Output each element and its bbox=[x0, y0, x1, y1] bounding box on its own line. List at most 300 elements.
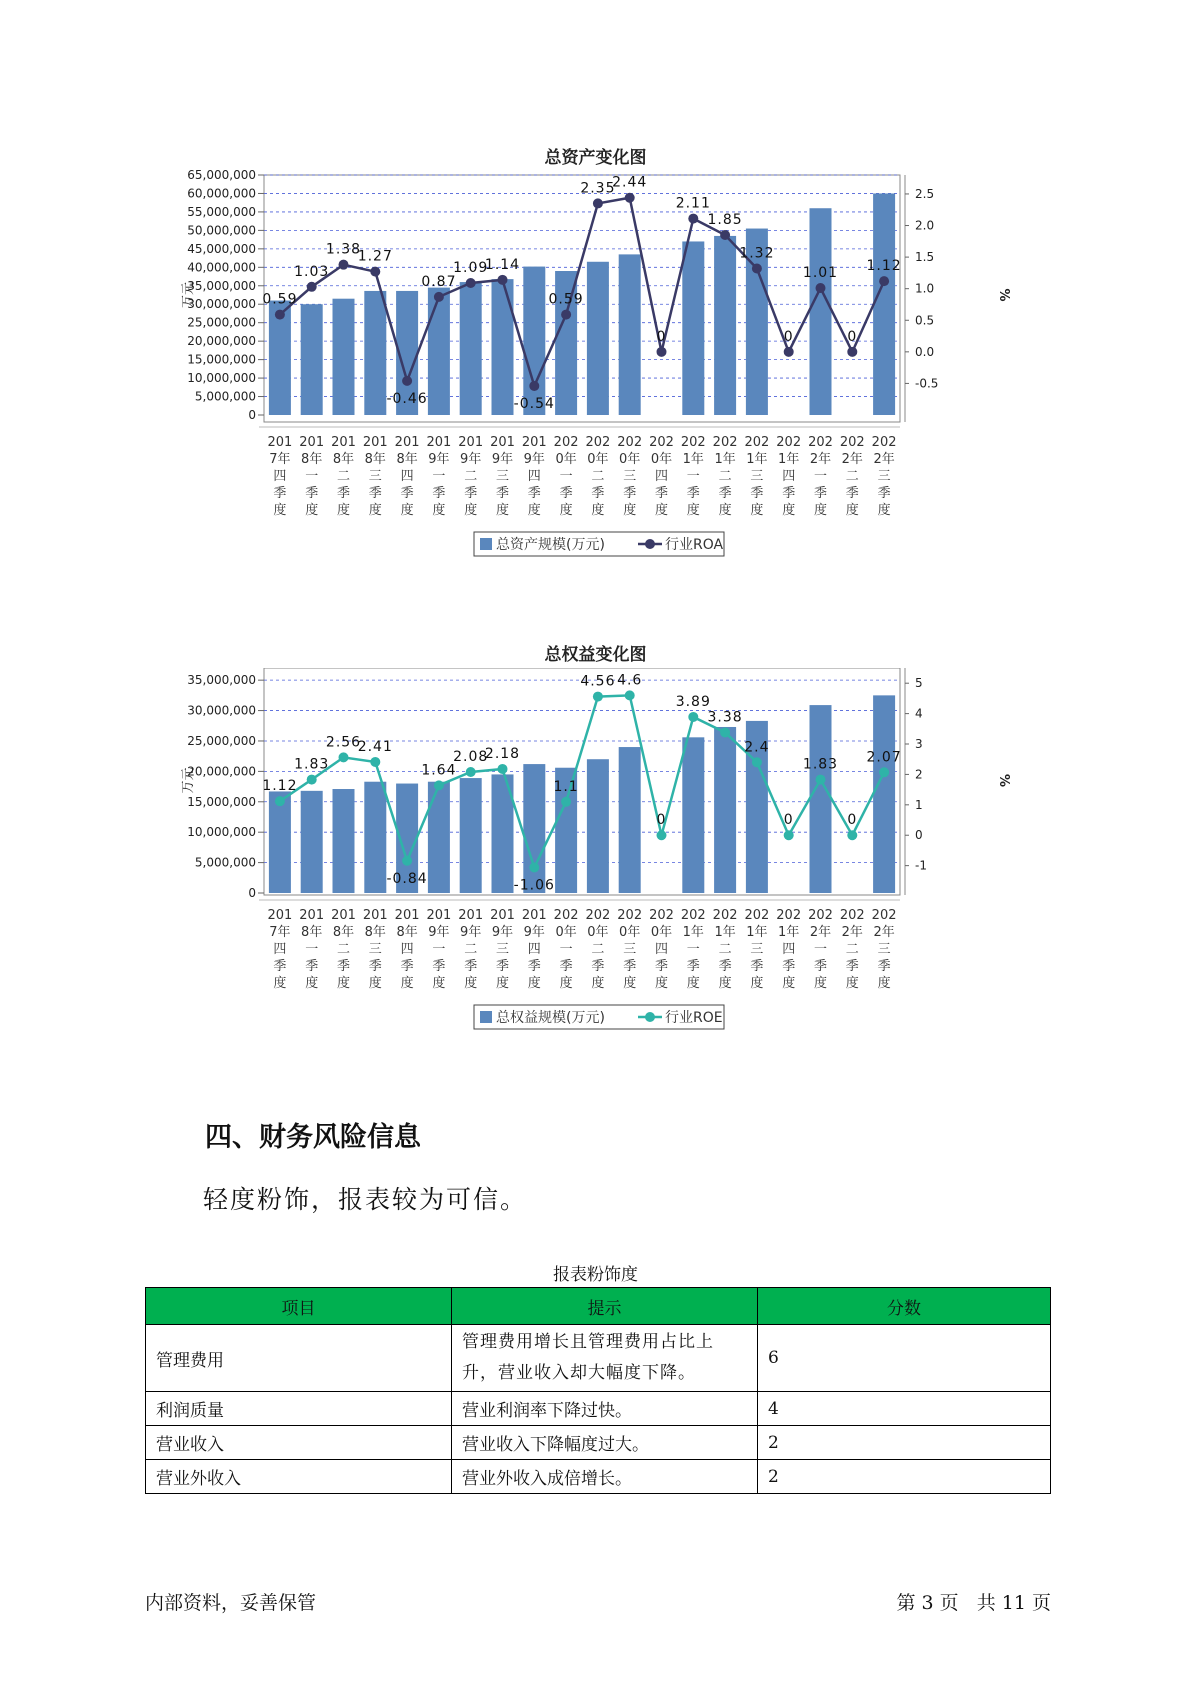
x-tick-label: 2年 bbox=[841, 925, 863, 940]
bar bbox=[873, 695, 895, 893]
line-point bbox=[879, 276, 889, 286]
x-tick-label: 季 bbox=[273, 959, 287, 974]
x-tick-label: 季 bbox=[686, 959, 700, 974]
x-tick-label: 季 bbox=[559, 959, 573, 974]
x-tick-label: 9年 bbox=[460, 925, 482, 940]
x-tick-label: 201 bbox=[267, 435, 293, 450]
y-left-tick-label: 55,000,000 bbox=[187, 204, 256, 219]
x-tick-label: 度 bbox=[591, 976, 605, 991]
data-label: 0 bbox=[783, 812, 794, 829]
x-tick-label: 一 bbox=[432, 469, 446, 484]
x-tick-label: 度 bbox=[845, 976, 859, 991]
y-left-tick-label: 25,000,000 bbox=[187, 733, 256, 748]
data-label: -0.84 bbox=[386, 870, 428, 887]
row-item: 管理费用 bbox=[146, 1325, 452, 1392]
x-tick-label: 9年 bbox=[491, 452, 514, 467]
x-tick-label: 一 bbox=[813, 469, 828, 484]
line-point bbox=[593, 692, 603, 702]
x-tick-label: 季 bbox=[432, 959, 446, 974]
data-label: 2.08 bbox=[453, 748, 489, 765]
y-right-tick-label: 2 bbox=[915, 767, 923, 782]
x-tick-label: 202 bbox=[585, 908, 611, 923]
x-tick-label: 1年 bbox=[714, 925, 736, 940]
x-tick-label: 三 bbox=[750, 469, 764, 484]
x-tick-label: 季 bbox=[877, 959, 891, 974]
y-left-tick-label: 35,000,000 bbox=[187, 673, 256, 688]
x-tick-label: 201 bbox=[394, 908, 420, 923]
x-tick-label: 2年 bbox=[873, 925, 895, 940]
y-left-tick-label: 0 bbox=[248, 886, 256, 900]
line-point bbox=[879, 767, 889, 777]
x-tick-label: 2年 bbox=[809, 925, 832, 940]
x-tick-label: 季 bbox=[654, 959, 669, 974]
x-tick-label: 季 bbox=[782, 486, 796, 501]
y-right-tick-label: -1 bbox=[915, 858, 927, 873]
x-tick-label: 9年 bbox=[523, 925, 545, 940]
x-tick-label: 季 bbox=[559, 486, 573, 501]
x-tick-label: 度 bbox=[877, 976, 891, 991]
bar bbox=[523, 267, 545, 415]
data-label: 1.85 bbox=[707, 212, 743, 228]
data-label: 1.64 bbox=[421, 762, 457, 779]
x-tick-label: 二 bbox=[591, 942, 605, 957]
line-point bbox=[816, 283, 826, 293]
x-tick-label: 四 bbox=[400, 469, 414, 484]
data-label: 1.12 bbox=[262, 778, 298, 795]
x-tick-label: 9年 bbox=[523, 452, 545, 467]
y-left-tick-label: 20,000,000 bbox=[187, 764, 256, 779]
row-score: 6 bbox=[758, 1325, 1051, 1392]
x-tick-label: 度 bbox=[432, 503, 446, 518]
x-tick-label: 二 bbox=[718, 469, 732, 484]
x-tick-label: 度 bbox=[623, 976, 637, 991]
footer-confidential-note: 内部资料，妥善保管 bbox=[145, 1592, 317, 1614]
x-tick-label: 度 bbox=[718, 503, 732, 518]
bar bbox=[301, 304, 323, 415]
x-tick-label: 度 bbox=[495, 976, 510, 991]
y-right-tick-label: 0.0 bbox=[915, 344, 935, 359]
line-point bbox=[561, 797, 571, 807]
x-tick-label: 度 bbox=[813, 976, 828, 991]
line-point bbox=[816, 775, 826, 785]
bar bbox=[460, 282, 482, 415]
legend-line-label: 行业ROA bbox=[665, 537, 724, 553]
legend-bar-swatch bbox=[480, 538, 492, 550]
chart-title-total-equity: 总权益变化图 bbox=[544, 645, 647, 665]
x-tick-label: 季 bbox=[527, 486, 541, 501]
line-point bbox=[307, 775, 317, 785]
legend-line-marker bbox=[645, 539, 655, 549]
x-tick-label: 202 bbox=[871, 908, 897, 923]
data-label: 4.6 bbox=[617, 672, 643, 689]
x-tick-label: 度 bbox=[273, 976, 287, 991]
y-right-tick-label: -0.5 bbox=[915, 376, 939, 391]
bar bbox=[682, 241, 704, 415]
bar bbox=[587, 262, 609, 415]
data-label: -0.46 bbox=[386, 390, 428, 407]
x-tick-label: 三 bbox=[877, 469, 891, 484]
x-tick-label: 9年 bbox=[460, 452, 482, 467]
x-tick-label: 202 bbox=[649, 435, 674, 450]
data-label: 0 bbox=[847, 812, 858, 829]
y-left-tick-label: 60,000,000 bbox=[187, 186, 256, 201]
line-point bbox=[307, 282, 317, 292]
x-tick-label: 202 bbox=[553, 908, 579, 923]
x-tick-label: 2年 bbox=[841, 452, 863, 467]
line-point bbox=[339, 752, 349, 762]
x-tick-label: 三 bbox=[368, 469, 382, 484]
data-label: 0.59 bbox=[262, 291, 298, 308]
x-tick-label: 0年 bbox=[555, 452, 577, 467]
x-tick-label: 度 bbox=[782, 503, 796, 518]
x-tick-label: 二 bbox=[336, 469, 351, 484]
data-label: 2.4 bbox=[744, 739, 770, 756]
section-summary: 轻度粉饰，报表较为可信。 bbox=[203, 1185, 528, 1214]
data-label: 2.11 bbox=[675, 195, 711, 212]
line-point bbox=[339, 260, 349, 270]
bar bbox=[810, 208, 832, 415]
x-tick-label: 季 bbox=[750, 486, 764, 501]
x-tick-label: 二 bbox=[845, 469, 859, 484]
x-tick-label: 一 bbox=[686, 942, 700, 957]
x-tick-label: 季 bbox=[495, 959, 510, 974]
x-tick-label: 度 bbox=[336, 503, 351, 518]
x-tick-label: 一 bbox=[813, 942, 828, 957]
line-point bbox=[752, 757, 762, 767]
bar bbox=[333, 789, 355, 893]
legend-bar-label: 总资产规模(万元) bbox=[496, 537, 605, 553]
x-tick-label: 三 bbox=[368, 942, 382, 957]
x-tick-label: 202 bbox=[839, 435, 865, 450]
line-point bbox=[434, 292, 444, 302]
x-tick-label: 季 bbox=[273, 486, 287, 501]
x-tick-label: 季 bbox=[368, 486, 382, 501]
row-hint: 营业外收入成倍增长。 bbox=[452, 1460, 758, 1494]
x-tick-label: 度 bbox=[782, 976, 796, 991]
line-point bbox=[720, 727, 730, 737]
x-tick-label: 202 bbox=[553, 435, 579, 450]
x-tick-label: 202 bbox=[680, 908, 706, 923]
row-score: 2 bbox=[758, 1426, 1051, 1460]
x-tick-label: 度 bbox=[559, 976, 573, 991]
line-point bbox=[720, 230, 730, 240]
data-label: 1.27 bbox=[357, 248, 393, 265]
bar bbox=[428, 288, 450, 415]
bar bbox=[301, 791, 323, 893]
bar bbox=[364, 291, 386, 415]
row-score: 2 bbox=[758, 1460, 1051, 1494]
x-tick-label: 8年 bbox=[301, 925, 323, 940]
x-tick-label: 季 bbox=[527, 959, 541, 974]
x-tick-label: 1年 bbox=[714, 452, 736, 467]
x-tick-label: 2年 bbox=[873, 452, 895, 467]
y-left-tick-label: 30,000,000 bbox=[187, 703, 256, 718]
x-tick-label: 1年 bbox=[682, 452, 704, 467]
x-tick-label: 度 bbox=[591, 503, 605, 518]
row-hint: 营业收入下降幅度过大。 bbox=[452, 1426, 758, 1460]
data-label: 4.56 bbox=[580, 673, 616, 690]
y-right-tick-label: 2.5 bbox=[915, 186, 935, 201]
x-tick-label: 度 bbox=[813, 503, 828, 518]
data-label: 1.83 bbox=[802, 756, 839, 773]
data-label: 2.56 bbox=[325, 734, 362, 751]
x-tick-label: 1年 bbox=[746, 925, 768, 940]
x-tick-label: 一 bbox=[432, 942, 446, 957]
line-point bbox=[847, 347, 857, 357]
row-score: 4 bbox=[758, 1392, 1051, 1426]
x-tick-label: 四 bbox=[273, 469, 287, 484]
legend bbox=[474, 532, 724, 556]
line-point bbox=[752, 263, 762, 273]
x-tick-label: 季 bbox=[336, 959, 351, 974]
x-tick-label: 0年 bbox=[587, 925, 609, 940]
y-left-tick-label: 5,000,000 bbox=[194, 855, 256, 870]
y-right-tick-label: 0.5 bbox=[915, 313, 935, 328]
data-label: 1.03 bbox=[294, 263, 330, 280]
data-label: 1.12 bbox=[866, 258, 902, 275]
x-tick-label: 二 bbox=[718, 942, 732, 957]
x-tick-label: 201 bbox=[299, 435, 325, 450]
x-tick-label: 四 bbox=[273, 942, 287, 957]
data-label: 0 bbox=[656, 812, 667, 829]
x-tick-label: 202 bbox=[808, 908, 833, 923]
line-point bbox=[498, 764, 508, 774]
x-tick-label: 度 bbox=[305, 976, 319, 991]
y-left-tick-label: 15,000,000 bbox=[187, 352, 256, 367]
data-label: 2.44 bbox=[612, 174, 648, 191]
x-tick-label: 7年 bbox=[269, 452, 291, 467]
line-point bbox=[657, 830, 667, 840]
x-tick-label: 季 bbox=[718, 486, 732, 501]
x-tick-label: 度 bbox=[559, 503, 573, 518]
legend bbox=[474, 1005, 724, 1029]
x-tick-label: 202 bbox=[680, 435, 706, 450]
x-tick-label: 度 bbox=[400, 503, 414, 518]
data-label: -0.54 bbox=[513, 395, 555, 412]
table-row bbox=[146, 1426, 1051, 1460]
data-label: 1.32 bbox=[739, 245, 775, 262]
bar bbox=[873, 193, 895, 415]
x-tick-label: 季 bbox=[686, 486, 700, 501]
bar bbox=[523, 764, 545, 893]
x-tick-label: 季 bbox=[464, 486, 478, 501]
x-tick-label: 0年 bbox=[619, 452, 641, 467]
legend-bar-swatch bbox=[480, 1011, 492, 1023]
x-tick-label: 度 bbox=[527, 976, 541, 991]
x-tick-label: 度 bbox=[368, 503, 382, 518]
header-score: 分数 bbox=[758, 1288, 1051, 1325]
bar bbox=[619, 254, 641, 415]
legend-line-label: 行业ROE bbox=[665, 1010, 723, 1026]
x-tick-label: 9年 bbox=[428, 452, 450, 467]
x-tick-label: 7年 bbox=[269, 925, 291, 940]
plot-frame bbox=[264, 668, 900, 895]
x-tick-label: 一 bbox=[559, 469, 573, 484]
x-tick-label: 202 bbox=[744, 435, 770, 450]
x-tick-label: 季 bbox=[623, 959, 637, 974]
bar bbox=[460, 778, 482, 893]
x-tick-label: 季 bbox=[845, 486, 859, 501]
x-tick-label: 三 bbox=[623, 469, 637, 484]
line-point bbox=[593, 198, 603, 208]
x-tick-label: 202 bbox=[776, 435, 802, 450]
x-tick-label: 一 bbox=[305, 942, 319, 957]
line-point bbox=[402, 856, 412, 866]
x-tick-label: 季 bbox=[813, 486, 828, 501]
y-left-axis-label: 万元 bbox=[181, 767, 196, 794]
x-tick-label: 度 bbox=[527, 503, 541, 518]
x-tick-label: 202 bbox=[617, 908, 643, 923]
line-point bbox=[370, 757, 380, 767]
x-tick-label: 201 bbox=[426, 435, 452, 450]
line-point bbox=[402, 376, 412, 386]
bar bbox=[364, 782, 386, 893]
x-tick-label: 季 bbox=[654, 486, 669, 501]
x-tick-label: 度 bbox=[654, 976, 669, 991]
bar bbox=[714, 236, 736, 415]
x-tick-label: 三 bbox=[623, 942, 637, 957]
y-left-tick-label: 25,000,000 bbox=[187, 315, 256, 330]
bar bbox=[492, 279, 514, 415]
x-tick-label: 8年 bbox=[364, 452, 386, 467]
x-tick-label: 季 bbox=[813, 959, 828, 974]
x-tick-label: 度 bbox=[623, 503, 637, 518]
x-tick-label: 8年 bbox=[332, 925, 355, 940]
risk-table bbox=[145, 1287, 1051, 1494]
line-point bbox=[370, 267, 380, 277]
legend-bar-label: 总权益规模(万元) bbox=[496, 1010, 605, 1026]
x-tick-label: 201 bbox=[331, 435, 356, 450]
x-tick-label: 202 bbox=[649, 908, 674, 923]
y-left-tick-label: 10,000,000 bbox=[187, 371, 256, 386]
table-caption: 报表粉饰度 bbox=[553, 1265, 638, 1285]
chart-title-total-assets: 总资产变化图 bbox=[544, 148, 647, 168]
y-left-tick-label: 10,000,000 bbox=[187, 825, 256, 840]
x-tick-label: 201 bbox=[490, 908, 515, 923]
x-tick-label: 度 bbox=[877, 503, 891, 518]
x-tick-label: 201 bbox=[521, 908, 547, 923]
footer-page-number: 第 3 页 共 11 页 bbox=[896, 1592, 1051, 1614]
x-tick-label: 201 bbox=[394, 435, 420, 450]
data-label: 3.89 bbox=[675, 693, 711, 710]
x-tick-label: 季 bbox=[432, 486, 446, 501]
x-tick-label: 二 bbox=[845, 942, 859, 957]
line-point bbox=[625, 193, 635, 203]
line-point bbox=[529, 381, 539, 391]
row-hint: 营业利润率下降过快。 bbox=[452, 1392, 758, 1426]
x-tick-label: 季 bbox=[718, 959, 732, 974]
x-tick-label: 8年 bbox=[396, 925, 418, 940]
y-left-tick-label: 5,000,000 bbox=[194, 389, 256, 404]
x-tick-label: 202 bbox=[712, 435, 738, 450]
bar bbox=[682, 737, 704, 893]
y-right-tick-label: 5 bbox=[915, 676, 923, 691]
data-label: 1.01 bbox=[802, 265, 839, 282]
table-row bbox=[146, 1392, 1051, 1426]
x-tick-label: 季 bbox=[336, 486, 351, 501]
x-tick-label: 季 bbox=[464, 959, 478, 974]
x-tick-label: 季 bbox=[400, 486, 414, 501]
line-point bbox=[434, 780, 444, 790]
x-tick-label: 度 bbox=[273, 503, 287, 518]
x-tick-label: 201 bbox=[458, 908, 484, 923]
row-hint: 管理费用增长且管理费用占比上升，营业收入却大幅度下降。 bbox=[452, 1325, 758, 1392]
x-tick-label: 季 bbox=[845, 959, 859, 974]
line-point bbox=[275, 796, 285, 806]
x-tick-label: 1年 bbox=[682, 925, 704, 940]
x-tick-label: 二 bbox=[591, 469, 605, 484]
x-tick-label: 202 bbox=[839, 908, 865, 923]
x-tick-label: 1年 bbox=[778, 452, 800, 467]
x-tick-label: 201 bbox=[331, 908, 356, 923]
bar bbox=[428, 782, 450, 893]
x-tick-label: 度 bbox=[654, 503, 669, 518]
line-point bbox=[784, 830, 794, 840]
y-left-tick-label: 35,000,000 bbox=[187, 278, 256, 293]
x-tick-label: 202 bbox=[808, 435, 833, 450]
line-point bbox=[529, 862, 539, 872]
x-tick-label: 202 bbox=[871, 435, 897, 450]
x-tick-label: 度 bbox=[686, 503, 700, 518]
bar bbox=[810, 705, 832, 893]
row-item: 营业外收入 bbox=[146, 1460, 452, 1494]
table-row bbox=[146, 1325, 1051, 1392]
y-left-tick-label: 15,000,000 bbox=[187, 794, 256, 809]
line-point bbox=[625, 690, 635, 700]
data-label: -1.06 bbox=[513, 877, 555, 894]
data-label: 0.87 bbox=[421, 273, 457, 290]
x-tick-label: 季 bbox=[750, 959, 764, 974]
x-tick-label: 0年 bbox=[587, 452, 609, 467]
x-tick-label: 9年 bbox=[491, 925, 514, 940]
bar bbox=[269, 791, 291, 893]
data-label: 0.59 bbox=[548, 291, 584, 308]
x-tick-label: 度 bbox=[400, 976, 414, 991]
x-tick-label: 2年 bbox=[809, 452, 832, 467]
y-left-tick-label: 65,000,000 bbox=[187, 170, 256, 182]
x-tick-label: 四 bbox=[782, 942, 796, 957]
data-label: 3.38 bbox=[707, 709, 743, 726]
x-tick-label: 度 bbox=[845, 503, 859, 518]
y-right-tick-label: 1 bbox=[915, 797, 923, 812]
x-tick-label: 8年 bbox=[301, 452, 323, 467]
data-label: 2.41 bbox=[357, 738, 393, 755]
data-label: 1.38 bbox=[325, 241, 362, 258]
x-tick-label: 二 bbox=[464, 469, 478, 484]
x-tick-label: 季 bbox=[305, 959, 319, 974]
x-tick-label: 度 bbox=[464, 976, 478, 991]
x-tick-label: 1年 bbox=[778, 925, 800, 940]
x-tick-label: 度 bbox=[368, 976, 382, 991]
x-tick-label: 201 bbox=[426, 908, 452, 923]
line-point bbox=[466, 767, 476, 777]
x-tick-label: 季 bbox=[591, 959, 605, 974]
x-tick-label: 0年 bbox=[650, 925, 673, 940]
x-tick-label: 201 bbox=[490, 435, 515, 450]
y-left-tick-label: 20,000,000 bbox=[187, 334, 256, 349]
x-tick-label: 201 bbox=[362, 908, 388, 923]
x-tick-label: 9年 bbox=[428, 925, 450, 940]
x-tick-label: 三 bbox=[495, 469, 510, 484]
y-right-axis-label: % bbox=[996, 288, 1011, 302]
total-equity-chart bbox=[0, 668, 1191, 1088]
x-tick-label: 度 bbox=[305, 503, 319, 518]
x-tick-label: 一 bbox=[305, 469, 319, 484]
x-tick-label: 四 bbox=[527, 942, 541, 957]
data-label: 1.83 bbox=[294, 756, 330, 773]
x-tick-label: 三 bbox=[877, 942, 891, 957]
x-tick-label: 四 bbox=[527, 469, 541, 484]
